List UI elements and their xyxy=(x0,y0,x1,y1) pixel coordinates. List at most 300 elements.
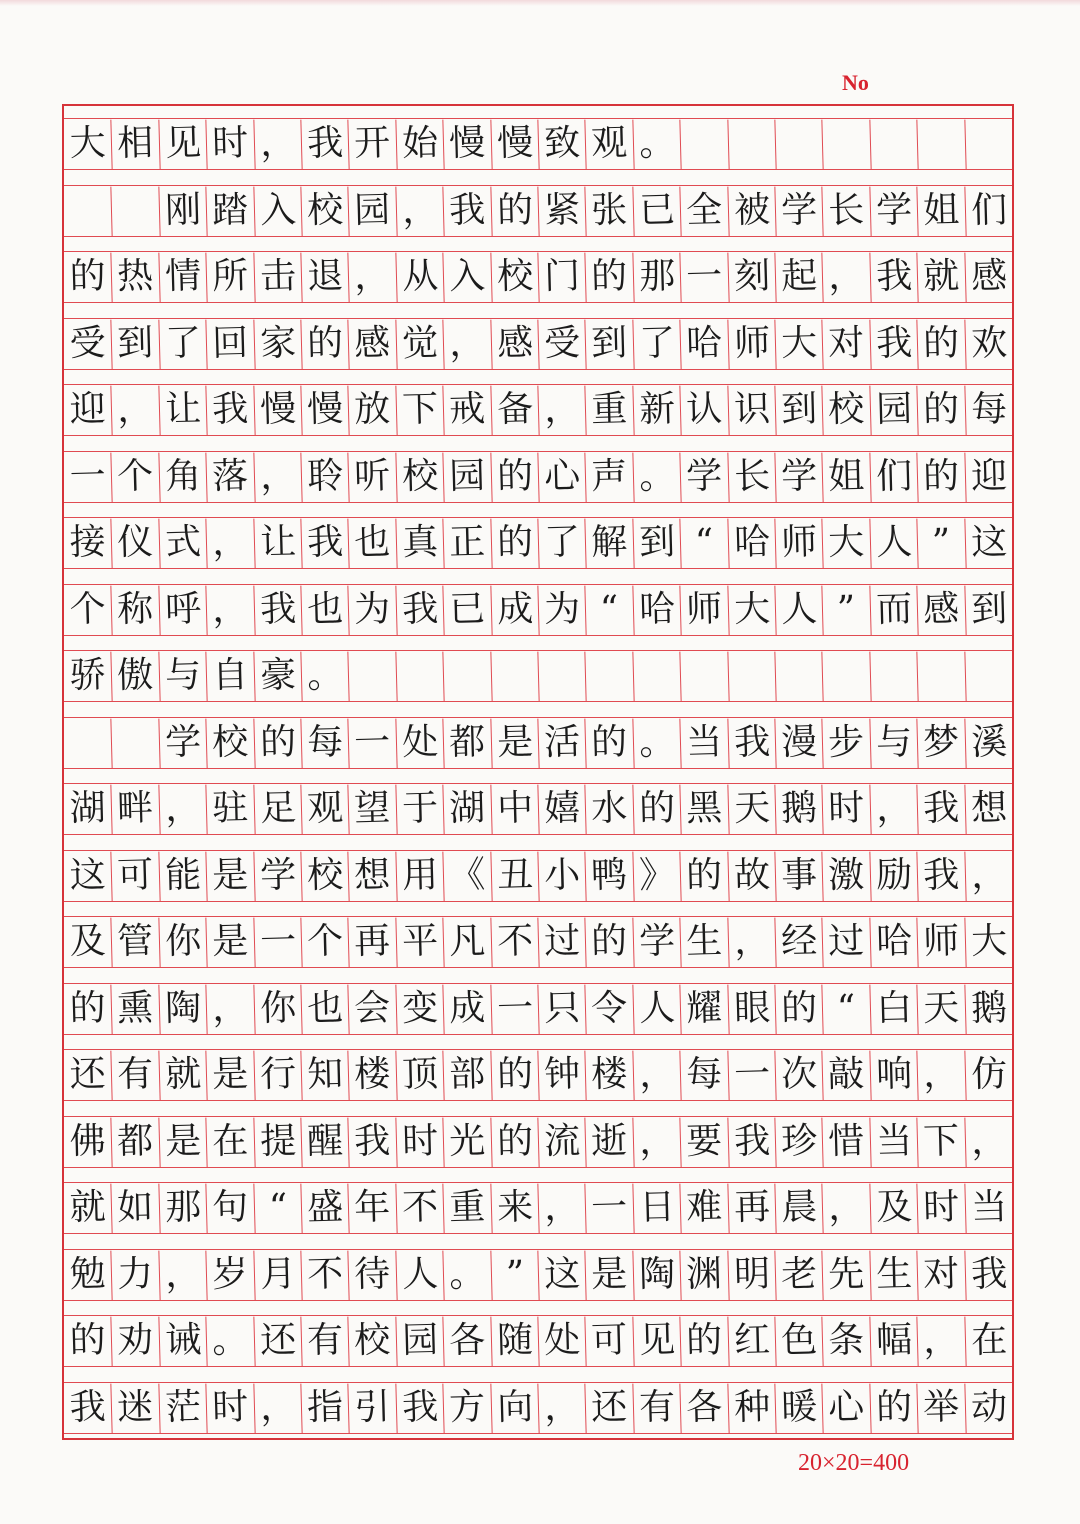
grid-cell: 师 xyxy=(680,584,729,635)
text-row xyxy=(64,185,1012,237)
grid-cell: 各 xyxy=(443,1315,492,1366)
grid-cell: 到 xyxy=(774,384,823,435)
grid-cell: 管 xyxy=(111,916,160,967)
grid-cell: 而 xyxy=(869,584,918,635)
grid-cell: 行 xyxy=(253,1049,302,1100)
grid-cell: 姐 xyxy=(822,451,871,502)
grid-cell: 全 xyxy=(680,185,729,236)
grid-cell: 流 xyxy=(537,1116,586,1167)
grid-cell: ， xyxy=(253,118,302,169)
grid-cell: 呼 xyxy=(158,584,207,635)
grid-cell: ， xyxy=(727,916,776,967)
grid-cell: 了 xyxy=(158,318,207,369)
grid-cell: 的 xyxy=(585,251,634,302)
grid-cell: 丑 xyxy=(490,850,539,901)
grid-cell: 戒 xyxy=(443,384,492,435)
grid-cell: 溪 xyxy=(964,717,1013,768)
grid-cell: 处 xyxy=(395,717,444,768)
grid-cell: 我 xyxy=(206,384,255,435)
grid-cell: 鹅 xyxy=(964,983,1013,1034)
grid-cell: 园 xyxy=(348,185,397,236)
grid-cell: 新 xyxy=(632,384,681,435)
grid-cell: 鹅 xyxy=(774,783,823,834)
grid-cell: 们 xyxy=(964,185,1013,236)
grid-cell: 水 xyxy=(585,783,634,834)
grid-spec-label: 20×20=400 xyxy=(798,1450,910,1476)
grid-cell: “ xyxy=(253,1182,302,1233)
grid-cell: 会 xyxy=(348,983,397,1034)
grid-cell: 我 xyxy=(348,1116,397,1167)
grid-cell: 逝 xyxy=(585,1116,634,1167)
grid-cell: 称 xyxy=(111,584,160,635)
grid-cell: ， xyxy=(822,1182,871,1233)
grid-cell: 校 xyxy=(300,850,349,901)
grid-cell: 致 xyxy=(537,118,586,169)
grid-cell: 哈 xyxy=(632,584,681,635)
grid-cell: 认 xyxy=(680,384,729,435)
grid-cell: 刻 xyxy=(727,251,776,302)
grid-cell: ， xyxy=(206,584,255,635)
grid-cell: 的 xyxy=(69,987,107,1029)
grid-cell: 大 xyxy=(774,318,823,369)
grid-cell: 对 xyxy=(822,318,871,369)
text-row xyxy=(64,517,1012,569)
grid-cell: 待 xyxy=(348,1249,397,1300)
grid-cell: 备 xyxy=(490,384,539,435)
grid-cell: 慢 xyxy=(490,118,539,169)
grid-cell: 校 xyxy=(206,717,255,768)
grid-cell: 声 xyxy=(585,451,634,502)
grid-cell: ， xyxy=(111,384,160,435)
grid-cell: 从 xyxy=(395,251,444,302)
grid-cell: 校 xyxy=(822,384,871,435)
grid-cell: 已 xyxy=(632,185,681,236)
grid-cell: 个 xyxy=(300,916,349,967)
grid-cell: 我 xyxy=(443,185,492,236)
grid-cell: 园 xyxy=(869,384,918,435)
grid-cell: 的 xyxy=(680,1315,729,1366)
grid-cell: 学 xyxy=(774,185,823,236)
grid-cell: 动 xyxy=(964,1382,1013,1433)
grid-cell: 渊 xyxy=(680,1249,729,1300)
grid-cell: 引 xyxy=(348,1382,397,1433)
grid-cell: 慢 xyxy=(300,384,349,435)
grid-cell: 每 xyxy=(680,1049,729,1100)
grid-cell: 情 xyxy=(158,251,207,302)
grid-cell xyxy=(680,650,729,701)
grid-cell: 劝 xyxy=(111,1315,160,1366)
grid-cell: 的 xyxy=(253,717,302,768)
grid-cell: 解 xyxy=(585,517,634,568)
grid-cell: 起 xyxy=(774,251,823,302)
grid-cell: 各 xyxy=(680,1382,729,1433)
grid-cell xyxy=(727,650,776,701)
grid-cell: “ xyxy=(585,584,634,635)
grid-cell xyxy=(395,650,444,701)
grid-cell: 是 xyxy=(585,1249,634,1300)
grid-cell: 诫 xyxy=(158,1315,207,1366)
grid-cell: 个 xyxy=(111,451,160,502)
grid-cell: 受 xyxy=(537,318,586,369)
grid-cell: 平 xyxy=(395,916,444,967)
grid-cell: 入 xyxy=(253,185,302,236)
grid-cell: 学 xyxy=(680,451,729,502)
grid-cell: 家 xyxy=(253,318,302,369)
grid-cell: 湖 xyxy=(69,787,107,830)
grid-cell xyxy=(632,650,681,701)
grid-cell: 嬉 xyxy=(537,783,586,834)
grid-cell: 老 xyxy=(774,1249,823,1300)
grid-cell: ， xyxy=(348,251,397,302)
grid-cell xyxy=(822,118,871,169)
grid-cell: 角 xyxy=(158,451,207,502)
grid-cell: 迎 xyxy=(964,451,1013,502)
grid-cell: 生 xyxy=(869,1249,918,1300)
grid-cell: 大 xyxy=(727,584,776,635)
grid-cell: 及 xyxy=(869,1182,918,1233)
grid-cell: 聆 xyxy=(300,451,349,502)
grid-cell: 珍 xyxy=(774,1116,823,1167)
grid-cell: 被 xyxy=(727,185,776,236)
grid-cell: 黑 xyxy=(680,783,729,834)
grid-cell: 的 xyxy=(585,717,634,768)
grid-cell: 我 xyxy=(727,1116,776,1167)
text-row xyxy=(64,1382,1012,1434)
grid-cell: 我 xyxy=(253,584,302,635)
grid-cell: 顶 xyxy=(395,1049,444,1100)
grid-cell: 观 xyxy=(585,118,634,169)
grid-cell: ， xyxy=(964,1116,1013,1167)
grid-cell: 的 xyxy=(490,1116,539,1167)
grid-cell: 对 xyxy=(917,1249,966,1300)
grid-cell: 。 xyxy=(632,451,681,502)
grid-cell: 有 xyxy=(300,1315,349,1366)
grid-cell: 的 xyxy=(917,451,966,502)
text-row xyxy=(64,916,1012,968)
grid-cell: 不 xyxy=(490,916,539,967)
grid-cell: 与 xyxy=(158,650,207,701)
text-row xyxy=(64,1249,1012,1301)
grid-cell: 也 xyxy=(300,584,349,635)
top-edge xyxy=(0,0,1080,6)
grid-cell: 人 xyxy=(632,983,681,1034)
grid-cell: 接 xyxy=(69,521,107,564)
text-row xyxy=(64,1315,1012,1367)
grid-cell: 自 xyxy=(206,650,255,701)
grid-cell: 园 xyxy=(395,1315,444,1366)
grid-cell: 张 xyxy=(585,185,634,236)
grid-cell xyxy=(917,118,966,169)
grid-cell xyxy=(869,650,918,701)
grid-cell: 故 xyxy=(727,850,776,901)
text-row xyxy=(64,850,1012,902)
grid-cell: 豪 xyxy=(253,650,302,701)
grid-cell xyxy=(822,650,871,701)
grid-cell: 有 xyxy=(111,1049,160,1100)
grid-cell: 到 xyxy=(111,318,160,369)
text-row xyxy=(64,384,1012,436)
grid-cell: 每 xyxy=(300,717,349,768)
grid-cell: 师 xyxy=(727,318,776,369)
grid-cell: 凡 xyxy=(443,916,492,967)
grid-cell: 每 xyxy=(964,384,1013,435)
grid-cell: ， xyxy=(869,783,918,834)
grid-cell xyxy=(443,650,492,701)
grid-cell: 我 xyxy=(395,1382,444,1433)
grid-cell: 心 xyxy=(537,451,586,502)
grid-cell xyxy=(111,717,160,768)
grid-cell: 一 xyxy=(490,983,539,1034)
grid-cell: 不 xyxy=(300,1249,349,1300)
grid-cell: ， xyxy=(537,1382,586,1433)
grid-cell: 到 xyxy=(964,584,1013,635)
grid-cell: 的 xyxy=(490,517,539,568)
grid-cell: 过 xyxy=(537,916,586,967)
grid-cell: 重 xyxy=(585,384,634,435)
grid-cell: 再 xyxy=(727,1182,776,1233)
grid-cell: 观 xyxy=(300,783,349,834)
grid-cell: 的 xyxy=(490,185,539,236)
grid-cell: 生 xyxy=(680,916,729,967)
grid-cell: 一 xyxy=(348,717,397,768)
grid-cell: 是 xyxy=(206,1049,255,1100)
grid-cell: 姐 xyxy=(917,185,966,236)
text-row xyxy=(64,451,1012,503)
grid-cell: 光 xyxy=(443,1116,492,1167)
grid-cell: 我 xyxy=(300,118,349,169)
grid-cell: 踏 xyxy=(206,185,255,236)
grid-cell: 学 xyxy=(158,717,207,768)
grid-cell: 门 xyxy=(537,251,586,302)
grid-cell: 受 xyxy=(69,322,107,364)
grid-cell: 的 xyxy=(917,384,966,435)
grid-cell: “ xyxy=(822,983,871,1034)
grid-cell: 紧 xyxy=(537,185,586,236)
grid-cell xyxy=(774,118,823,169)
grid-cell: 条 xyxy=(822,1315,871,1366)
grid-cell xyxy=(490,650,539,701)
grid-cell: ， xyxy=(822,251,871,302)
grid-cell: 师 xyxy=(774,517,823,568)
grid-cell: 我 xyxy=(395,584,444,635)
grid-cell: 年 xyxy=(348,1182,397,1233)
grid-cell: 感 xyxy=(917,584,966,635)
grid-cell: 勉 xyxy=(69,1253,107,1295)
grid-cell: 天 xyxy=(727,783,776,834)
grid-cell: 的 xyxy=(680,850,729,901)
grid-cell: 湖 xyxy=(443,783,492,834)
grid-cell: 就 xyxy=(69,1186,107,1229)
grid-cell: 楼 xyxy=(348,1049,397,1100)
grid-cell: 迷 xyxy=(111,1382,160,1433)
grid-cell: 幅 xyxy=(869,1315,918,1366)
grid-cell: 成 xyxy=(490,584,539,635)
grid-cell: 我 xyxy=(300,517,349,568)
grid-cell: 大 xyxy=(69,122,107,165)
grid-cell: 放 xyxy=(348,384,397,435)
grid-cell: 重 xyxy=(443,1182,492,1233)
grid-cell: 为 xyxy=(348,584,397,635)
grid-cell: 感 xyxy=(490,318,539,369)
grid-cell: 陶 xyxy=(632,1249,681,1300)
grid-cell: 我 xyxy=(869,251,918,302)
grid-cell: 校 xyxy=(300,185,349,236)
grid-cell: 见 xyxy=(632,1315,681,1366)
grid-cell: 色 xyxy=(774,1315,823,1366)
grid-cell: 也 xyxy=(348,517,397,568)
grid-cell: ” xyxy=(917,517,966,568)
grid-cell: 听 xyxy=(348,451,397,502)
grid-cell: 在 xyxy=(964,1315,1013,1366)
grid-cell: 哈 xyxy=(869,916,918,967)
grid-cell: ， xyxy=(443,318,492,369)
grid-cell xyxy=(917,650,966,701)
grid-cell: 茫 xyxy=(158,1382,207,1433)
grid-cell xyxy=(348,650,397,701)
grid-cell: 的 xyxy=(774,983,823,1034)
grid-cell: 校 xyxy=(395,451,444,502)
grid-cell: 暖 xyxy=(774,1382,823,1433)
grid-cell: 人 xyxy=(869,517,918,568)
grid-cell: 望 xyxy=(348,783,397,834)
grid-cell xyxy=(869,118,918,169)
grid-cell: 学 xyxy=(632,916,681,967)
text-row xyxy=(64,584,1012,636)
grid-cell: 回 xyxy=(206,318,255,369)
grid-cell: 的 xyxy=(869,1382,918,1433)
grid-cell: 你 xyxy=(253,983,302,1034)
grid-cell: ， xyxy=(537,384,586,435)
grid-cell: 骄 xyxy=(69,654,107,697)
grid-cell: 力 xyxy=(111,1249,160,1300)
grid-cell: 时 xyxy=(206,1382,255,1433)
grid-cell: 《 xyxy=(443,850,492,901)
grid-cell: ， xyxy=(158,783,207,834)
grid-cell: 下 xyxy=(395,384,444,435)
grid-cell: 人 xyxy=(774,584,823,635)
grid-cell: 天 xyxy=(917,983,966,1034)
grid-cell: 退 xyxy=(300,251,349,302)
grid-cell: 入 xyxy=(443,251,492,302)
grid-cell: 。 xyxy=(443,1249,492,1300)
grid-cell xyxy=(111,185,160,236)
grid-cell: 成 xyxy=(443,983,492,1034)
text-row xyxy=(64,1049,1012,1101)
grid-cell: 让 xyxy=(253,517,302,568)
grid-cell: ， xyxy=(917,1315,966,1366)
grid-cell: 心 xyxy=(822,1382,871,1433)
grid-cell: ， xyxy=(395,185,444,236)
grid-cell: 的 xyxy=(490,451,539,502)
grid-cell: 时 xyxy=(917,1182,966,1233)
grid-cell xyxy=(680,118,729,169)
grid-cell: 白 xyxy=(869,983,918,1034)
grid-cell: ， xyxy=(917,1049,966,1100)
grid-cell: 都 xyxy=(443,717,492,768)
grid-cell: 傲 xyxy=(111,650,160,701)
grid-cell: 个 xyxy=(69,588,107,630)
grid-cell: 式 xyxy=(158,517,207,568)
grid-cell: 下 xyxy=(917,1116,966,1167)
grid-cell: 与 xyxy=(869,717,918,768)
grid-cell xyxy=(63,185,112,236)
grid-cell: 活 xyxy=(537,717,586,768)
grid-cell: 仪 xyxy=(111,517,160,568)
grid-cell: 次 xyxy=(774,1049,823,1100)
grid-cell: 眼 xyxy=(727,983,776,1034)
grid-cell: ” xyxy=(822,584,871,635)
grid-cell: 刚 xyxy=(158,185,207,236)
grid-cell: 已 xyxy=(443,584,492,635)
grid-cell: 落 xyxy=(206,451,255,502)
grid-cell: 的 xyxy=(300,318,349,369)
grid-cell: ， xyxy=(537,1182,586,1233)
grid-cell: 校 xyxy=(348,1315,397,1366)
grid-cell: 过 xyxy=(822,916,871,967)
grid-cell: 人 xyxy=(395,1249,444,1300)
grid-cell: 就 xyxy=(917,251,966,302)
text-row xyxy=(64,717,1012,769)
grid-cell: 我 xyxy=(917,783,966,834)
grid-cell: 月 xyxy=(253,1249,302,1300)
grid-cell: 红 xyxy=(727,1315,776,1366)
grid-cell xyxy=(585,650,634,701)
grid-cell: 你 xyxy=(158,916,207,967)
text-row xyxy=(64,251,1012,303)
grid-cell: 那 xyxy=(158,1182,207,1233)
grid-cell: 校 xyxy=(490,251,539,302)
grid-cell: 时 xyxy=(395,1116,444,1167)
grid-cell: 事 xyxy=(774,850,823,901)
grid-cell: 始 xyxy=(395,118,444,169)
grid-cell: ， xyxy=(206,517,255,568)
grid-cell: 学 xyxy=(774,451,823,502)
grid-cell: 如 xyxy=(111,1182,160,1233)
grid-cell: 识 xyxy=(727,384,776,435)
grid-cell: 的 xyxy=(69,1319,107,1362)
grid-cell: 。 xyxy=(632,118,681,169)
grid-cell: ， xyxy=(158,1249,207,1300)
grid-cell: 感 xyxy=(348,318,397,369)
grid-cell: 及 xyxy=(69,920,107,963)
grid-cell: 时 xyxy=(822,783,871,834)
grid-cell: 小 xyxy=(537,850,586,901)
grid-cell: 大 xyxy=(964,916,1013,967)
grid-cell: 有 xyxy=(632,1382,681,1433)
grid-cell: 励 xyxy=(869,850,918,901)
grid-cell: 的 xyxy=(69,255,107,298)
page-number-mark: No xyxy=(842,70,869,95)
grid-cell: 我 xyxy=(964,1249,1013,1300)
grid-cell: 变 xyxy=(395,983,444,1034)
grid-cell: 热 xyxy=(111,251,160,302)
grid-cell: 再 xyxy=(348,916,397,967)
grid-cell: 见 xyxy=(158,118,207,169)
grid-cell xyxy=(727,118,776,169)
grid-cell: 了 xyxy=(632,318,681,369)
grid-cell: 明 xyxy=(727,1249,776,1300)
grid-cell: 提 xyxy=(253,1116,302,1167)
grid-cell: 难 xyxy=(680,1182,729,1233)
grid-cell: 来 xyxy=(490,1182,539,1233)
grid-cell: 的 xyxy=(632,783,681,834)
grid-cell: 用 xyxy=(395,850,444,901)
grid-cell: 种 xyxy=(727,1382,776,1433)
grid-cell: 长 xyxy=(727,451,776,502)
grid-cell: 要 xyxy=(680,1116,729,1167)
grid-cell: 醒 xyxy=(300,1116,349,1167)
grid-cell: 部 xyxy=(443,1049,492,1100)
